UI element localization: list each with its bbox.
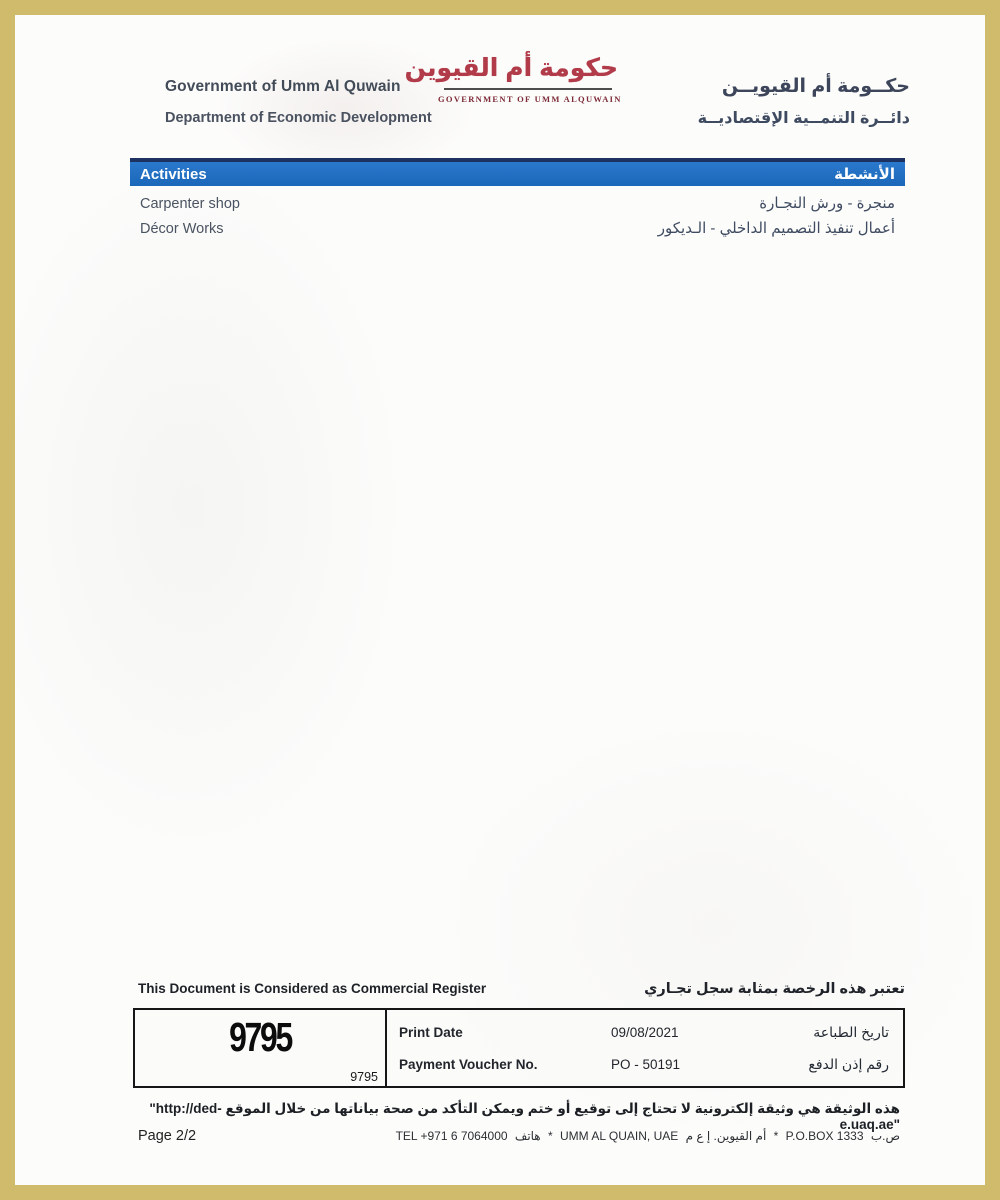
print-date-label-ar: تاريخ الطباعة: [813, 1023, 889, 1040]
pobox-ar: ص.ب: [870, 1129, 900, 1143]
activity-name-en: Carpenter shop: [140, 196, 240, 212]
separator-star: *: [547, 1129, 553, 1143]
tel-ar: هاتف: [514, 1129, 541, 1143]
uaq-government-logo: [404, 53, 622, 104]
commercial-register-note: [138, 981, 905, 997]
header-right-block: [698, 75, 910, 128]
print-date-row: [399, 1024, 889, 1041]
activity-name-en: Décor Works: [140, 221, 224, 237]
tel-en: TEL +971 6 7064000: [395, 1129, 508, 1143]
license-number-small: 9795: [350, 1070, 378, 1084]
department-title-ar: دائــرة التنمــية الإقتصاديــة: [697, 110, 910, 127]
activity-name-ar: منجرة - ورش النجـارة: [759, 195, 895, 212]
separator-star: *: [773, 1129, 779, 1143]
activity-name-ar: أعمال تنفيذ التصميم الداخلي - الـديكور: [657, 220, 895, 237]
city-ar: أم القيوين. إ ع م: [685, 1129, 767, 1143]
activity-row: [130, 219, 905, 237]
logo-caption: GOVERNMENT OF UMM ALQUWAIN: [438, 94, 622, 104]
license-number-large: 9795: [229, 1014, 291, 1060]
activities-title-ar: الأنشطة: [834, 166, 895, 183]
payment-voucher-value: PO - 50191: [611, 1056, 681, 1072]
commercial-register-note-en: This Document is Considered as Commercial Register: [138, 981, 487, 996]
activities-header-bar: [130, 162, 905, 186]
payment-voucher-row: [399, 1056, 889, 1073]
edoc-verification-url: "http://ded-e.uaq.ae": [149, 1101, 900, 1132]
activities-section: [130, 158, 905, 237]
department-title-en: Department of Economic Development: [165, 110, 432, 126]
contact-info: [392, 1129, 900, 1143]
logo-divider: [444, 88, 612, 90]
city-en: UMM AL QUAIN, UAE: [560, 1129, 679, 1143]
activities-title-en: Activities: [140, 165, 207, 183]
print-date-value: 09/08/2021: [611, 1024, 679, 1040]
edoc-note-text-ar: هذه الوثيقة هي وثيقة إلكترونية لا تحتاج إلى توقيع أو ختم ويمكن التأكد من صحة بياناتها من خلال الموقع: [225, 1101, 900, 1116]
print-date-label-en: Print Date: [399, 1024, 463, 1040]
government-title-en: Government of Umm Al Quwain: [165, 78, 401, 95]
logo-calligraphy-icon: حكومة أم القيوين: [404, 54, 618, 82]
pobox-en: P.O.BOX 1333: [785, 1129, 864, 1143]
license-number-cell: [135, 1010, 387, 1086]
scanned-license-page: [15, 15, 985, 1185]
payment-voucher-label-ar: رقم إذن الدفع: [808, 1055, 889, 1072]
header-left-block: [165, 78, 432, 126]
print-info-rows: [387, 1010, 903, 1086]
activity-row: [130, 194, 905, 212]
payment-voucher-label-en: Payment Voucher No.: [399, 1056, 538, 1072]
page-number: Page 2/2: [138, 1128, 197, 1144]
government-title-ar: حكــومة أم القيويــن: [721, 76, 910, 97]
print-info-table: [133, 1008, 905, 1088]
commercial-register-note-ar: تعتبر هذه الرخصة بمثابة سجل تجـاري: [644, 981, 905, 997]
footer-line: [138, 1128, 900, 1144]
